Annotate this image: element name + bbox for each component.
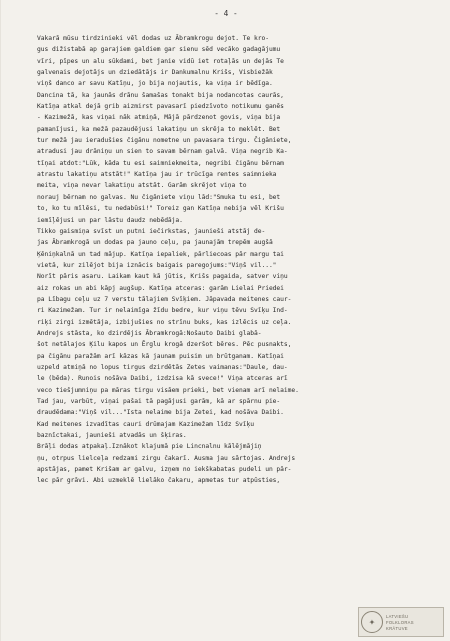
text-line: iemīļējusi un par lāstu daudz nebēdāja. bbox=[37, 216, 183, 224]
typed-body-text bbox=[37, 33, 429, 487]
text-line: pa čigānu paražām arī kāzas kā jaunam puisim un brūtganam. Katīņai bbox=[37, 352, 284, 360]
text-line: to, ko tu mīlēsi, tu nedabūsi!" Toreiz gan Katīņa nebija vēl Krišu bbox=[37, 205, 284, 213]
text-line: pa Lībagu ceļu uz 7 verstu tālajiem Svīķiem. Jāpavada meitenes caur- bbox=[37, 295, 292, 303]
text-line: Ķēniņkalnā un tad mājup. Katīņa iepaliek, pārliecoas pār margu tai bbox=[37, 250, 284, 258]
text-line: tīņai atdot:"Lūk, kāda tu esi saimniekmeita, negribi čigānu bērnam bbox=[37, 159, 284, 167]
text-line: norauj bērnam no galvas. Nu čigāniete viņu lād:"Smuka tu esi, bet bbox=[37, 193, 281, 201]
text-line: jas Ābramkrogā un dodas pa jauno ceļu, pa jaunajām trepēm augšā bbox=[37, 239, 273, 247]
text-line: Brāļi dodas atpakaļ.Iznākot klajumā pie Lincnalnu kālējmājiņ bbox=[37, 443, 262, 451]
archive-logo-icon: ✦ bbox=[361, 611, 383, 633]
text-line: Tad jau, varbūt, viņai pašai tā pagājusi garām, kā ar spārnu pie- bbox=[37, 398, 281, 405]
text-line: vīri, pīpes un alu sūkdami, bet janie vidū iet rotaļās un dejās Te bbox=[37, 57, 284, 65]
text-line: veco tiešjumniņu pa māras tirgu visāem prieki, bet vienam arī nelaime. bbox=[37, 386, 299, 394]
text-line: ņu, otrpus lielceļa redzami zirgu čakarī. Ausma jau sārtojas. Andrejs bbox=[37, 454, 296, 462]
text-line: baznīctakai, jaunieši atvadās un šķiras. bbox=[37, 432, 187, 440]
text-line: viņš danco ar savu Katīņu, jo bija nojautis, ka viņa ir bēdīga. bbox=[37, 80, 273, 88]
text-line: atradusi jau drāniņu un sien to savam bērnam galvā. Viņa negrib Ka- bbox=[37, 148, 288, 156]
text-line: galvenais dejotājs un dziedātājs ir Dankumalnu Krišs, Visbiežāk bbox=[37, 69, 273, 77]
stamp-line: FOLKLORAS bbox=[386, 619, 414, 625]
text-line: - Kazimežā, kas viņai nāk atmiņā, Mājā pārdzenot govis, viņa bija bbox=[37, 114, 281, 122]
text-line: Vakarā mūsu tirdzinieki vēl dodas uz Ābramkrogu dejot. Te kro- bbox=[37, 35, 269, 42]
text-line: lec pār grāvi. Abi uzmeklē lielāko čakaru, apmetas tur atpūsties, bbox=[37, 477, 281, 485]
text-line: draudēdama:"Viņš vil..."Ista nelaime bija Zetei, kad nošāva Daibi. bbox=[37, 409, 284, 417]
text-line: šot netālajos Ķilu kapos un Ērglu krogā dzeršot bēres. Pēc pusnakts, bbox=[37, 341, 292, 349]
text-line: vietā, kur zilējot bija iznācis baigais paregojums:"Viņš vil..." bbox=[37, 261, 277, 269]
text-line: aiz rokas un abi kāpj augšup. Katīņa atceras: garām Lielai Priedei bbox=[37, 284, 284, 292]
text-line: Dancina tā, ka jaunās drānu šamašas tonakt bija nodancotas caurās, bbox=[37, 91, 284, 99]
text-line: tur mežā jau ieradušies čigānu nometne un pavasara tirgu. Čigāniete, bbox=[37, 137, 292, 145]
archive-stamp bbox=[358, 607, 444, 637]
text-line: Kad meitenes izvadītas cauri drūmajam Kazimežam līdz Svīķu bbox=[37, 420, 254, 428]
text-line: Katīņa atkal dejā grib aizmirst pavasarī piedzīvoto notikumu ganēs bbox=[37, 103, 284, 111]
page-number: - 4 - bbox=[214, 9, 238, 18]
text-line: Andrejs stāsta, ko dzirdējis Ābramkrogā:Nošauto Daibi glabā- bbox=[37, 329, 262, 337]
stamp-line: KRĀTUVE bbox=[386, 625, 408, 631]
text-line: atrastu lakatiņu atstāt!" Katīņa jau ir trūcīga rentes saimnieka bbox=[37, 171, 277, 179]
archive-stamp-text bbox=[386, 614, 414, 631]
stamp-line: LATVIEŠU bbox=[386, 613, 409, 619]
text-line: Tikko gaismiņa svīst un putni iečirkstas, jaunieši atstāj de- bbox=[37, 227, 266, 235]
text-line: Norīt pāris asaru. Laikam kaut kā jūtis, Krišs pagaida, satver viņu bbox=[37, 273, 288, 281]
text-line: meita, viņa nevar lakatiņu atstāt. Garām skrējot viņa to bbox=[37, 182, 247, 190]
text-line: le (bēda). Runois nošāva Daibi, izdzisa kā svece!" Viņa atceras arī bbox=[37, 375, 288, 383]
text-line: gus dižistabā ap garajiem galdiem gar sienu sēd vecāko gadagājumu bbox=[37, 46, 281, 54]
text-line: pamanījusi, ka mežā pazaudējusi lakatiņu un skrēja to meklēt. Bet bbox=[37, 125, 281, 133]
text-line: ri Kazimežam. Tur ir nelaimīga žīdu bedre, kur viņu tēvu Svīķu Ind- bbox=[37, 307, 288, 315]
text-line: uzpeld atmiņā no lopus tirgus dzirdētās Zetes vaimanas:"Daule, dau- bbox=[37, 363, 288, 371]
text-line: apstājas, pamet Krišam ar galvu, izņem no iekškabatas pudeli un pār- bbox=[37, 466, 292, 474]
text-line: riķi zirgi izmētāja, izbijušies no strīnu buks, kas izlēcis uz ceļa. bbox=[37, 318, 292, 326]
